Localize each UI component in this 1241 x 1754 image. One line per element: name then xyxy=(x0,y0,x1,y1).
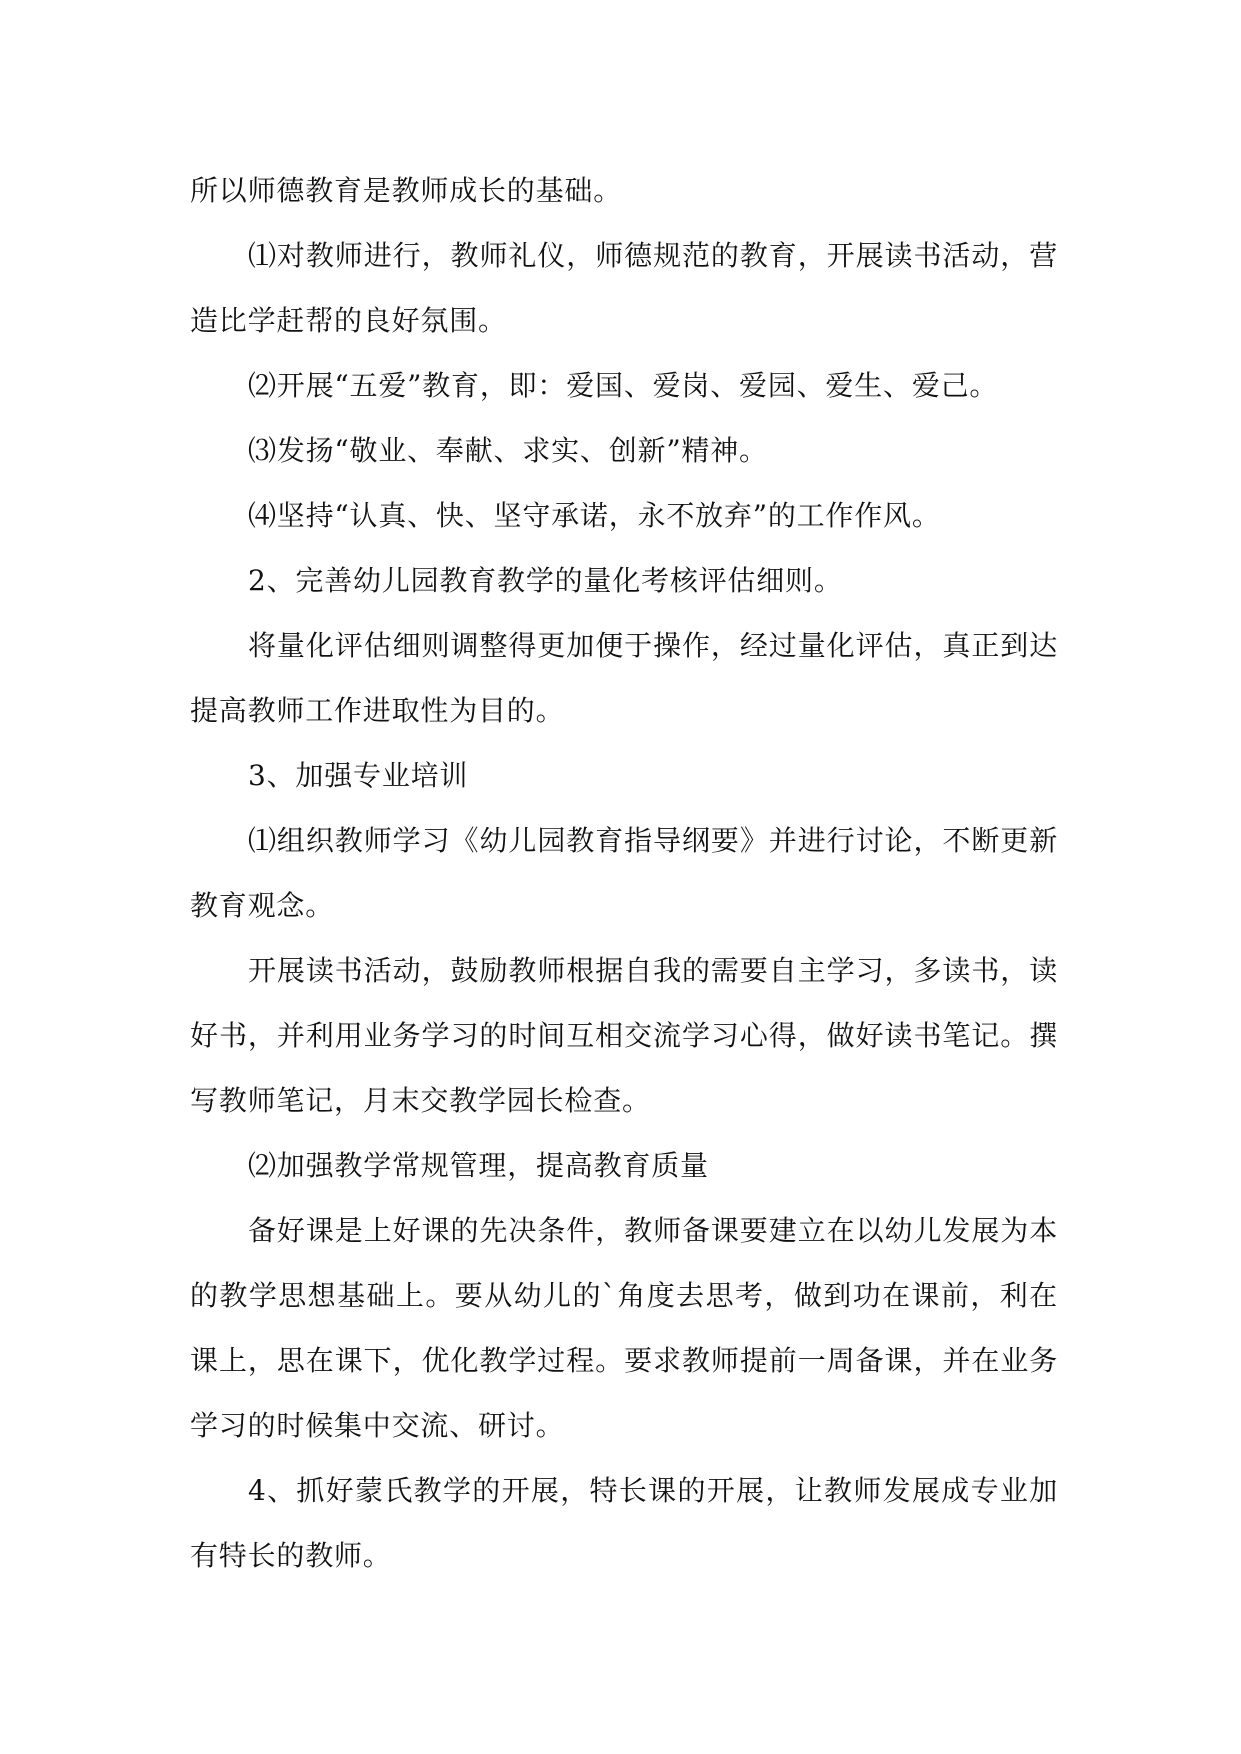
paragraph: 将量化评估细则调整得更加便于操作，经过量化评估，真正到达提高教师工作进取性为目的。 xyxy=(190,629,1058,727)
paragraph: ⑵开展“五爱”教育，即：爱国、爱岗、爱园、爱生、爱己。 xyxy=(248,369,999,402)
section-heading: 4、抓好蒙氏教学的开展，特长课的开展，让教师发展成专业加有特长的教师。 xyxy=(190,1474,1058,1572)
paragraph: ⑵加强教学常规管理，提高教育质量 xyxy=(248,1149,709,1182)
paragraph: 备好课是上好课的先决条件，教师备课要建立在以幼儿发展为本的教学思想基础上。要从幼儿的`角度去思考，做到功在课前，利在课上，思在课下，优化教学过程。要求教师提前一周备课，并在业务学习的时候集中交流、研讨。 xyxy=(190,1214,1058,1442)
section-heading: 2、完善幼儿园教育教学的量化考核评估细则。 xyxy=(248,564,843,597)
section-heading: 3、加强专业培训 xyxy=(248,759,469,792)
paragraph: ⑶发扬“敬业、奉献、求实、创新”精神。 xyxy=(248,434,768,467)
paragraph: 开展读书活动，鼓励教师根据自我的需要自主学习，多读书，读好书，并利用业务学习的时间互相交流学习心得，做好读书笔记。撰写教师笔记，月末交教学园长检查。 xyxy=(190,954,1058,1117)
paragraph: ⑷坚持“认真、快、坚守承诺，永不放弃”的工作作风。 xyxy=(248,499,941,532)
paragraph: ⑴组织教师学习《幼儿园教育指导纲要》并进行讨论，不断更新教育观念。 xyxy=(190,824,1058,922)
document-body xyxy=(190,158,1058,1588)
paragraph: ⑴对教师进行，教师礼仪，师德规范的教育，开展读书活动，营造比学赶帮的良好氛围。 xyxy=(190,239,1058,337)
paragraph: 所以师德教育是教师成长的基础。 xyxy=(190,174,623,207)
